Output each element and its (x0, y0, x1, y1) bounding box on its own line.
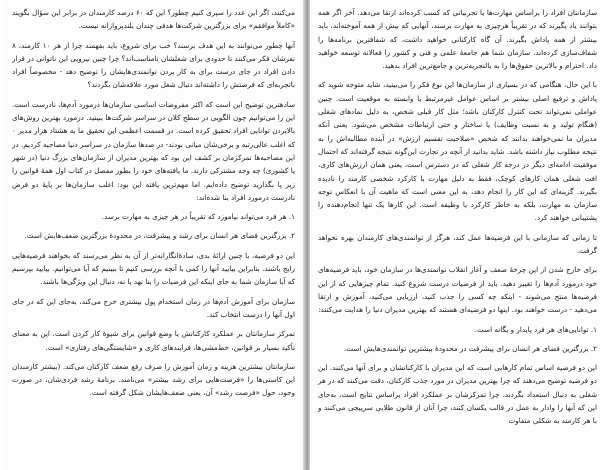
left-paragraph: سازمانتان بیشترین هزینه و زمان آموزش را صرف رفع ضعف کارکنان می‌کند. (بیشتر کارمندان این کاستی‌ها را «فرصت‌هایی برای رشد بیشتر» می‌نامند. برنامۀ رشد فردی‌شان، در صورت وجود، حول «فرصت رشد» آن، یعنی ضعف‌هایشان شکل گرفته است. (12, 361, 295, 398)
right-paragraph: برای خارج شدن از این چرخۀ ضعف و آغاز انقلاب توانمندی‌ها در سازمان خود، باید فرضیه‌های خود درمورد آدم‌ها را تغییر دهید. باید از فرضیات درست شروع کنید. تمام چیزهایی که از این فرضیه‌ها منتج می‌شوند - اینکه چه کسی را جذب کنید، ارزیابی می‌کنید، آموزش و ارتقا می‌دهید - درست خواهند بود. اینها دو فرضیه‌ای هستند که بهترین مدیران دنیا را هدایت می‌کنند: (318, 265, 597, 315)
left-paragraph: سازمان برای آموزش آدم‌ها در زمان استخدام پول بیشتری خرج می‌کند، به‌جای این که در جای اول آنها را درست انتخاب کند. (12, 296, 295, 319)
left-paragraph: این دو فرضیه، با چنین ارائۀ بدی، سادۀ‌انگارانه‌تر از آن به نظر می‌رسند که بخواهند فرضیه‌هایی رایج باشند. بنابراین بیایید آنها را کمی با آنچه بررسی کنیم تا ببینیم که آیا می‌توانیم. بیایید بپرسیم که آیا سازمان شما به جای اینکه این فرضیات را بنا نهد یا نه، دنبال این ویژگی‌ها باشند. (12, 250, 295, 287)
left-page (6, 0, 303, 470)
left-list-item: ۱. هر فرد می‌تواند بیاموزد که تقریباً در هر چیزی به مهارت برسد. (101, 212, 295, 222)
right-paragraph: این دو فرضیه اساس تمام کارهایی است که این مدیران با کارکنانشان و برای آنها می‌کنند. این دو فرضیه توضیح می‌دهند که چرا بهترین مدیران در مورد جذب کارکنان، دقت می‌کنند که در هر شغلی به دنبال استعداد بگردند، چرا تمرکزشان بر عملکرد افراد براساس نتایج است، به‌جای این که آنها را وادار به عمل در قالب یکسان کنند، چرا آنان از قانون طلایی سرپیچی می‌کنند و با هر کارمند به شکلی متفاوت (318, 363, 597, 426)
right-list-item: ۱. توانایی‌های هر فرد پایدار و یگانه است. (474, 324, 597, 334)
right-paragraph: تا زمانی که سازمانی با این فرضیه‌ها عمل کند، هرگز از توانمندی‌های کارمندان بهره نخواهد گرفت. (318, 232, 597, 256)
left-paragraph: آنها چطور می‌توانند به این هدف برسند؟ خب برای شروع، باید بفهمند چرا از هر ۱۰ کارمند، ۸ نفرشان فکر می‌کنند تا حدودی برای شغلشان نامناسب‌اند؟ چرا چنین نیرویی این ناتوانی در قرار دادن افراد در جای درست برای به کار بردن توانمندی‌هایشان را توضیح دهد - مخصوصاً افراد باتجربه‌ای که فرصتش را داشته‌اند دنبال شغل مورد علاقه‌شان بگردند؟ (12, 40, 296, 90)
left-paragraph: می‌کنند، اگر این عدد را سپری کنیم چطور؟ این که ۶۰ درصد کارمندان در برابر این سؤال بگویند «کاملاً موافقم» برای بزرگترین شرکت‌ها هدفی چندان بلندپروازانه نیست. (12, 8, 296, 31)
right-page (310, 0, 607, 470)
right-paragraph: با این حال، هنگامی که در بسیاری از سازمان‌ها این نوع فکر را می‌بینید، شاید متوجه شوید که پاداش و ترفیع اصلی بیشتر بر اساس عوامل غیرمرتبط یا وابسته به موقعیت است. چنین عواملی نمی‌تواند تحت کنترل کارکنان باشد؛ مثل کار قبلی شخص، به دلیل نمادهای شغلی (هنگام تولید و به نسبت وظایف) یا ساختار و حتی ارتباطات مشخص می‌شود. یعنی آنکه مدیران ما نمی‌خواهند بدانند که شخص «صلاحیت تقسیم ارزش» در آینده مطالبه‌اش را به نتیجه مطلوب نیاز داشته باشد. شاید بدانید از آنچه در تجارت این‌گونه نتیجه گرفته‌اند که احتمال موفقیت ادامه‌ای دیگر در درجه کار شغلی که در دسترس است، یعنی همان ارزش‌های کاری، افت شغلی همان کارهای کوچک، فقط به دلیل مهارت یا کارکرد شخصی کارمند را نادیده بگیرند. گزینه‌ای که این کار را انجام دهد، به این معنی است که ماهیت آن با انعکاس توجه سازمان به مهارت، بلکه به خاطر کارکرد یا وظیفه است. این کارها یک تنها انجام‌دهنده را پشتیبانی خواهند کرد. (318, 80, 597, 223)
right-paragraph: سازمانتان افراد را براساس مهارت‌ها یا تجربیاتی که کسب کرده‌اند ارتقا می‌دهد. آخر اگر همه بتوانند یاد بگیرند که در تقریباً هرچیزی به مهارت برسند، آنهایی که بیش از همه آموخته‌اند، باید بیشتر از همه پاداش بگیرند. آن گاه کارکنانی خواهید داشت، ‌که شفافترین برنامه‌ها را شفاف‌سازی کرده‌اند. سازمان شما هم جامعۀ علمی و فنی و کشور را فعالانه توسعه خواهید داد‌. احترام و بالاترین حقوق‌ها را به بالنجریه‌ترین و جامع‌ترین افراد بدهید. (318, 8, 597, 71)
book-gutter (303, 0, 310, 470)
left-paragraph: سادهترین توضیح این است که اکثر مفروضات اساسی سازمان‌ها درمورد آدم‌ها، نادرست است. این را می‌توانیم چون الگویی در سطح کلان در سراسر شرکت‌ها ببینید. درمورد بهترین روش‌های بالابردن توانایی افراد تحقیق کرده است. در قسمت اعظمی این تحقیق ما به هشتاد هزار مدیر ۰ که اغلب عالی‌رتبه و برخی‌شان میانی بودند- در صدها سازمان در سراسر دنیا مصاحبه کردیم. در این مصاحبه‌ها تمرکزمان بر کشف این بود که بهترین مدیران از سازمان‌های بزرگ دنیا (در شهر یا کشوری) چه وجه مشترکی دارند. ما یافته‌های خود را بطور مفصل در کتاب اول همۀ قوانین را زیر پا بگذارید توضیح داده‌ایم. اما مهم‌ترین یافته این بود: اغلب سازمان‌ها بر پایۀ دو فرض نادرست درمورد افراد بنا شده‌اند: (12, 99, 295, 202)
left-paragraph: تمرکز سازمانتان بر عملکرد کارکنانش با وضع قوانین برای شیوۀ کار کردن است. این به معنای تأکید بسیار بر قوانین، خط‌مشی‌ها، فرایندهای کاری و «شایستگی‌های رفتاری» است. (12, 329, 295, 352)
left-list-item: ۲. بزرگترین فضای هر انسان برای رشد و پیشرفت، در محدودۀ بزرگترین ضعف‌هایش است. (24, 231, 295, 241)
right-list-item: ۲. بزرگترین فضای هر انسان برای پیشرفت در محدودۀ بیشترین توانمندی‌هایش است. (343, 343, 597, 353)
